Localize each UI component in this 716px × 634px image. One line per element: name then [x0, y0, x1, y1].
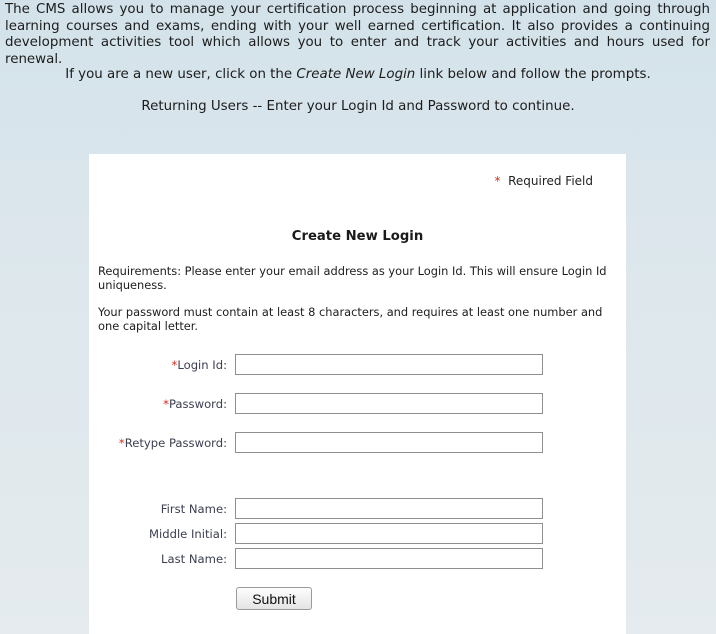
- new-user-prefix: If you are a new user, click on the: [65, 67, 297, 82]
- middle-initial-label: Middle Initial:: [149, 527, 227, 541]
- first-name-label: First Name:: [160, 502, 227, 516]
- first-name-row: [89, 498, 626, 522]
- last-name-row: [89, 548, 626, 572]
- retype-password-input[interactable]: [235, 432, 543, 453]
- login-id-label: [172, 358, 227, 372]
- login-id-label-text: Login Id:: [177, 358, 227, 372]
- login-id-input[interactable]: [235, 354, 543, 375]
- first-name-input[interactable]: [235, 498, 543, 519]
- intro-paragraph: The CMS allows you to manage your certification process beginning at application and going through learning courses and exams, ending with your well earned certification. It also provides a continuing development activities tool which allows you to enter and track your activities and hours used for renewal.: [5, 2, 710, 67]
- create-new-login-reference: Create New Login: [296, 67, 416, 82]
- last-name-input[interactable]: [235, 548, 543, 569]
- retype-password-label-text: Retype Password:: [124, 436, 227, 450]
- required-star: *: [171, 358, 178, 372]
- password-requirements: Your password must contain at least 8 characters, and requires at least one number and one capital letter.: [98, 305, 603, 333]
- retype-password-row: [89, 432, 626, 456]
- new-user-suffix: link below and follow the prompts.: [415, 67, 651, 82]
- login-id-row: [89, 354, 626, 378]
- required-field-legend: [494, 174, 593, 188]
- submit-button[interactable]: Submit: [236, 587, 312, 610]
- last-name-label: Last Name:: [161, 552, 227, 566]
- new-user-instructions: [0, 67, 716, 82]
- password-input[interactable]: [235, 393, 543, 414]
- password-label: [163, 397, 227, 411]
- retype-password-label: [119, 436, 227, 450]
- form-title: Create New Login: [291, 229, 424, 244]
- required-field-label: Required Field: [508, 174, 593, 188]
- login-id-requirements: Requirements: Please enter your email address as your Login Id. This will ensure Login Id uniqueness.: [98, 264, 607, 292]
- required-star: *: [118, 436, 125, 450]
- middle-initial-input[interactable]: [235, 523, 543, 544]
- returning-users-instructions: Returning Users -- Enter your Login Id and Password to continue.: [141, 99, 575, 114]
- middle-initial-row: [89, 523, 626, 547]
- required-star: *: [494, 174, 501, 188]
- create-login-panel: [89, 154, 626, 634]
- password-label-text: Password:: [168, 397, 227, 411]
- password-row: [89, 393, 626, 417]
- required-star: *: [163, 397, 169, 411]
